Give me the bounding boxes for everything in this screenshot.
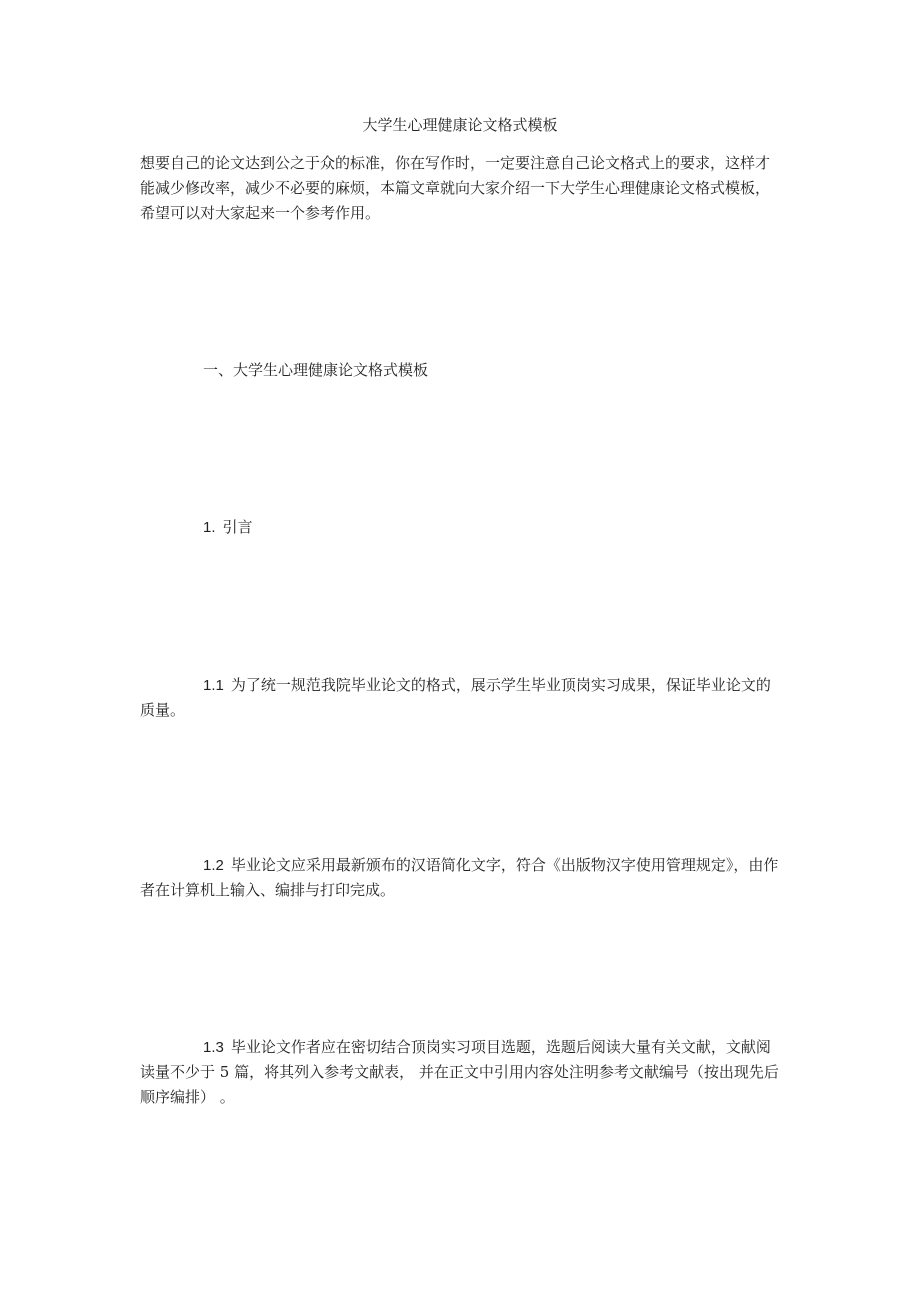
document-title: 大学生心理健康论文格式模板 xyxy=(362,116,558,134)
paragraph-number: 1.3 xyxy=(203,1039,224,1056)
subsection-number: 1. xyxy=(203,519,216,536)
intro-paragraph: 想要自己的论文达到公之于众的标准，你在写作时，一定要注意自己论文格式上的要求，这样才能减少修改率，减少不必要的麻烦，本篇文章就向大家介绍一下大学生心理健康论文格式模板，希望可以对大家起来一个参考作用。 xyxy=(140,154,771,222)
paragraph-text: 毕业论文应采用最新颁布的汉语简化文字，符合《出版物汉字使用管理规定》，由作者在计算机上输入、编排与打印完成。 xyxy=(140,856,779,899)
subsection-heading xyxy=(140,515,780,540)
paragraph-text: 为了统一规范我院毕业论文的格式，展示学生毕业顶岗实习成果，保证毕业论文的质量。 xyxy=(140,676,771,719)
paragraph-number: 1.1 xyxy=(203,677,224,694)
paragraph-1-3 xyxy=(140,1035,780,1110)
section-heading: 一、大学生心理健康论文格式模板 xyxy=(203,361,429,379)
paragraph-number: 1.2 xyxy=(203,857,224,874)
paragraph-1-1 xyxy=(140,673,780,723)
paragraph-1-2 xyxy=(140,853,780,903)
paragraph-text: 毕业论文作者应在密切结合顶岗实习项目选题，选题后阅读大量有关文献，文献阅读量不少于 5 篇，将其列入参考文献表， 并在正文中引用内容处注明参考文献编号（按出现先后顺序编排） 。 xyxy=(140,1038,779,1106)
subsection-text: 引言 xyxy=(222,518,253,536)
